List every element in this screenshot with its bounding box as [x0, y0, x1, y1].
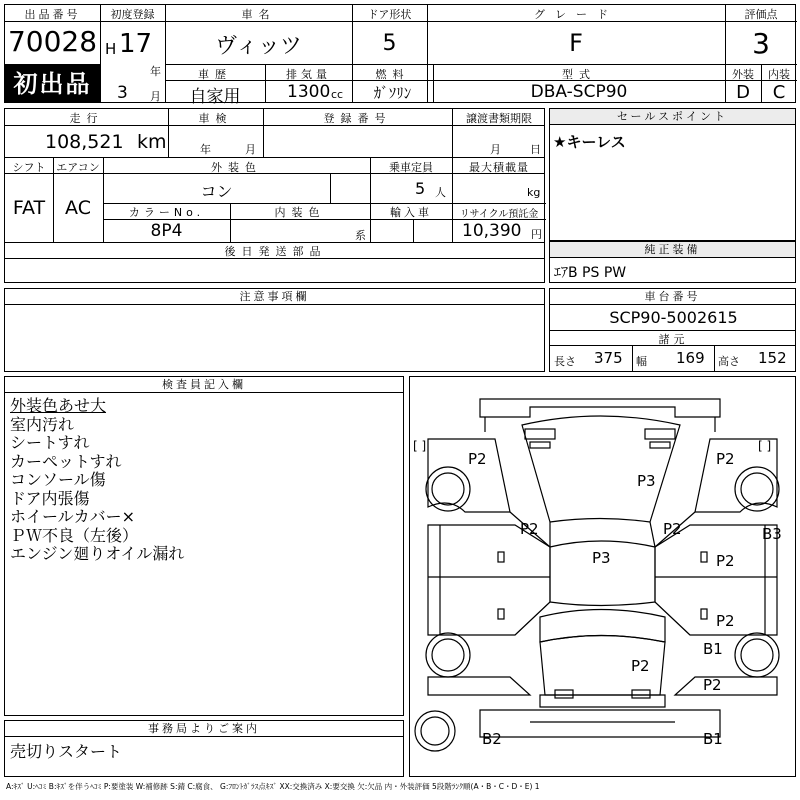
doors-label: ドア形状 — [367, 8, 412, 21]
sales-points-text: ★キーレス — [553, 133, 626, 151]
shift-label: シフト — [12, 161, 46, 174]
inspector-block — [4, 376, 404, 716]
damage-mark: P2 — [716, 612, 735, 630]
registration-year-unit: 年 — [150, 65, 161, 78]
mileage-value: 108,521 — [45, 131, 124, 153]
length-value: 375 — [594, 349, 623, 367]
interior-score: C — [772, 82, 786, 103]
history-label: 車歴 — [198, 68, 232, 81]
interior-score-label: 内装 — [768, 68, 790, 81]
remark-item: ホイールカバー× — [10, 507, 136, 526]
vehicle-info-block — [4, 108, 545, 283]
fuel-value: ｶﾞｿﾘﾝ — [373, 84, 412, 102]
mileage-label: 走行 — [69, 112, 104, 125]
exterior-color-value: コン — [200, 182, 233, 201]
width-label: 幅 — [636, 355, 647, 368]
score-label: 評価点 — [744, 8, 778, 21]
office-block — [4, 720, 404, 777]
header-block — [4, 4, 796, 107]
remark-item: カーペットすれ — [10, 451, 122, 471]
grade-value: F — [569, 29, 583, 57]
office-label: 事務局よりご案内 — [5, 721, 403, 737]
damage-mark: B2 — [482, 730, 502, 748]
chassis-number: SCP90-5002615 — [609, 308, 738, 327]
exterior-score: D — [736, 82, 750, 103]
inspection-month-unit: 月 — [245, 143, 256, 156]
remark-item: 外装色あせ大 — [10, 396, 107, 415]
mirror-bracket-right: [ ] — [758, 439, 772, 453]
transfer-day-unit: 日 — [530, 143, 541, 156]
registration-era: H — [105, 40, 117, 58]
notes-block — [4, 288, 545, 372]
grade-label: グレード — [534, 8, 618, 21]
registration-year: 17 — [119, 29, 153, 59]
plate-label: 登録番号 — [323, 112, 392, 125]
shift-value: FAT — [12, 197, 46, 219]
capacity-unit: 人 — [435, 186, 446, 199]
remark-item: 室内汚れ — [10, 414, 75, 434]
interior-color-unit: 系 — [355, 229, 366, 242]
ac-value: AC — [65, 197, 91, 219]
car-name: ヴィッツ — [215, 34, 302, 59]
damage-mark: P2 — [716, 552, 735, 570]
max-load-unit: kg — [527, 186, 541, 199]
damage-mark: P2 — [716, 450, 735, 468]
color-no-value: 8P4 — [150, 221, 183, 241]
first-listing-badge: 初出品 — [5, 65, 100, 103]
width-value: 169 — [676, 349, 705, 367]
transfer-deadline-label: 譲渡書類期限 — [466, 112, 532, 125]
sales-points-label: セールスポイント — [550, 109, 795, 125]
exterior-score-label: 外装 — [732, 68, 754, 81]
damage-mark: B3 — [762, 525, 782, 543]
damage-mark: P2 — [703, 676, 722, 694]
inspection-year-unit: 年 — [200, 143, 211, 156]
height-value: 152 — [758, 349, 787, 367]
mirror-bracket-left: [ ] — [413, 439, 427, 453]
length-label: 長さ — [554, 355, 576, 368]
lot-number: 70028 — [7, 25, 98, 58]
damage-mark: P2 — [631, 657, 650, 675]
displacement-label: 排気量 — [286, 68, 331, 81]
interior-color-label: 内装色 — [274, 206, 326, 219]
displacement-value: 1300 — [287, 82, 331, 102]
inspector-label: 検査員記入欄 — [5, 377, 403, 393]
damage-mark: P2 — [468, 450, 487, 468]
damage-mark: B1 — [703, 640, 723, 658]
genuine-equipment-value: ｴｱB PS PW — [554, 265, 627, 281]
registration-month: 3 — [117, 83, 128, 103]
lot-label: 出品番号 — [24, 8, 81, 21]
registration-label: 初度登録 — [110, 8, 155, 21]
damage-mark: B1 — [703, 730, 723, 748]
sales-points-block — [549, 108, 796, 241]
car-name-label: 車名 — [241, 8, 276, 21]
displacement-unit: cc — [331, 88, 344, 101]
inspection-label: 車検 — [198, 112, 233, 125]
model-value: DBA-SCP90 — [530, 82, 628, 102]
damage-mark: P2 — [663, 520, 682, 538]
remark-item: ＰＷ不良（左後） — [10, 525, 139, 545]
later-parts-label: 後日発送部品 — [224, 245, 327, 258]
inspector-remarks — [10, 397, 184, 564]
remark-item: ドア内張傷 — [10, 488, 90, 508]
history-value: 自家用 — [189, 87, 241, 107]
notes-label: 注意事項欄 — [5, 289, 544, 305]
recycle-label: リサイクル預託金 — [459, 209, 539, 220]
genuine-equipment-label: 純正装備 — [550, 242, 795, 258]
damage-mark: P2 — [520, 520, 539, 538]
remark-item: コンソール傷 — [10, 470, 106, 489]
score-value: 3 — [752, 27, 770, 60]
registration-month-unit: 月 — [150, 90, 161, 103]
damage-mark: P3 — [637, 472, 656, 490]
dimensions-label: 諸元 — [658, 333, 689, 346]
car-diagram — [409, 376, 796, 777]
genuine-equipment-block — [549, 241, 796, 283]
chassis-label: 車台番号 — [550, 289, 795, 305]
capacity-label: 乗車定員 — [389, 161, 433, 174]
doors-value: 5 — [382, 31, 397, 56]
office-text: 売切りスタート — [10, 742, 123, 761]
model-label: 型式 — [562, 68, 596, 81]
max-load-label: 最大積載量 — [469, 161, 529, 174]
mileage-unit: km — [137, 131, 167, 153]
chassis-block — [549, 288, 796, 372]
remark-item: エンジン廻りオイル漏れ — [10, 544, 185, 563]
ac-label: エアコン — [56, 161, 100, 174]
capacity-value: 5 — [415, 179, 426, 198]
import-label: 輸入車 — [390, 206, 432, 219]
fuel-label: 燃料 — [375, 68, 410, 81]
exterior-color-label: 外装色 — [211, 161, 262, 174]
legend: A:ｷｽﾞ U:ﾍｺﾐ B:ｷｽﾞを伴うﾍｺﾐ P:要塗装 W:補修跡 S:錆 C:腐食、 G:ﾌﾛﾝﾄｶﾞﾗｽ点ｷｽﾞ XX:交換済み X:要交換 欠:欠品 内・外装評価 5段階ﾗﾝｸ順(A・B・C・D・E) 1 — [6, 782, 540, 791]
recycle-value: 10,390 — [462, 221, 522, 241]
recycle-unit: 円 — [531, 228, 542, 241]
remark-item: シートすれ — [10, 433, 90, 452]
car-body-outline — [410, 377, 795, 776]
color-no-label: カラーNo. — [128, 206, 205, 219]
height-label: 高さ — [718, 355, 740, 368]
transfer-month-unit: 月 — [490, 143, 501, 156]
damage-mark: P3 — [592, 549, 611, 567]
